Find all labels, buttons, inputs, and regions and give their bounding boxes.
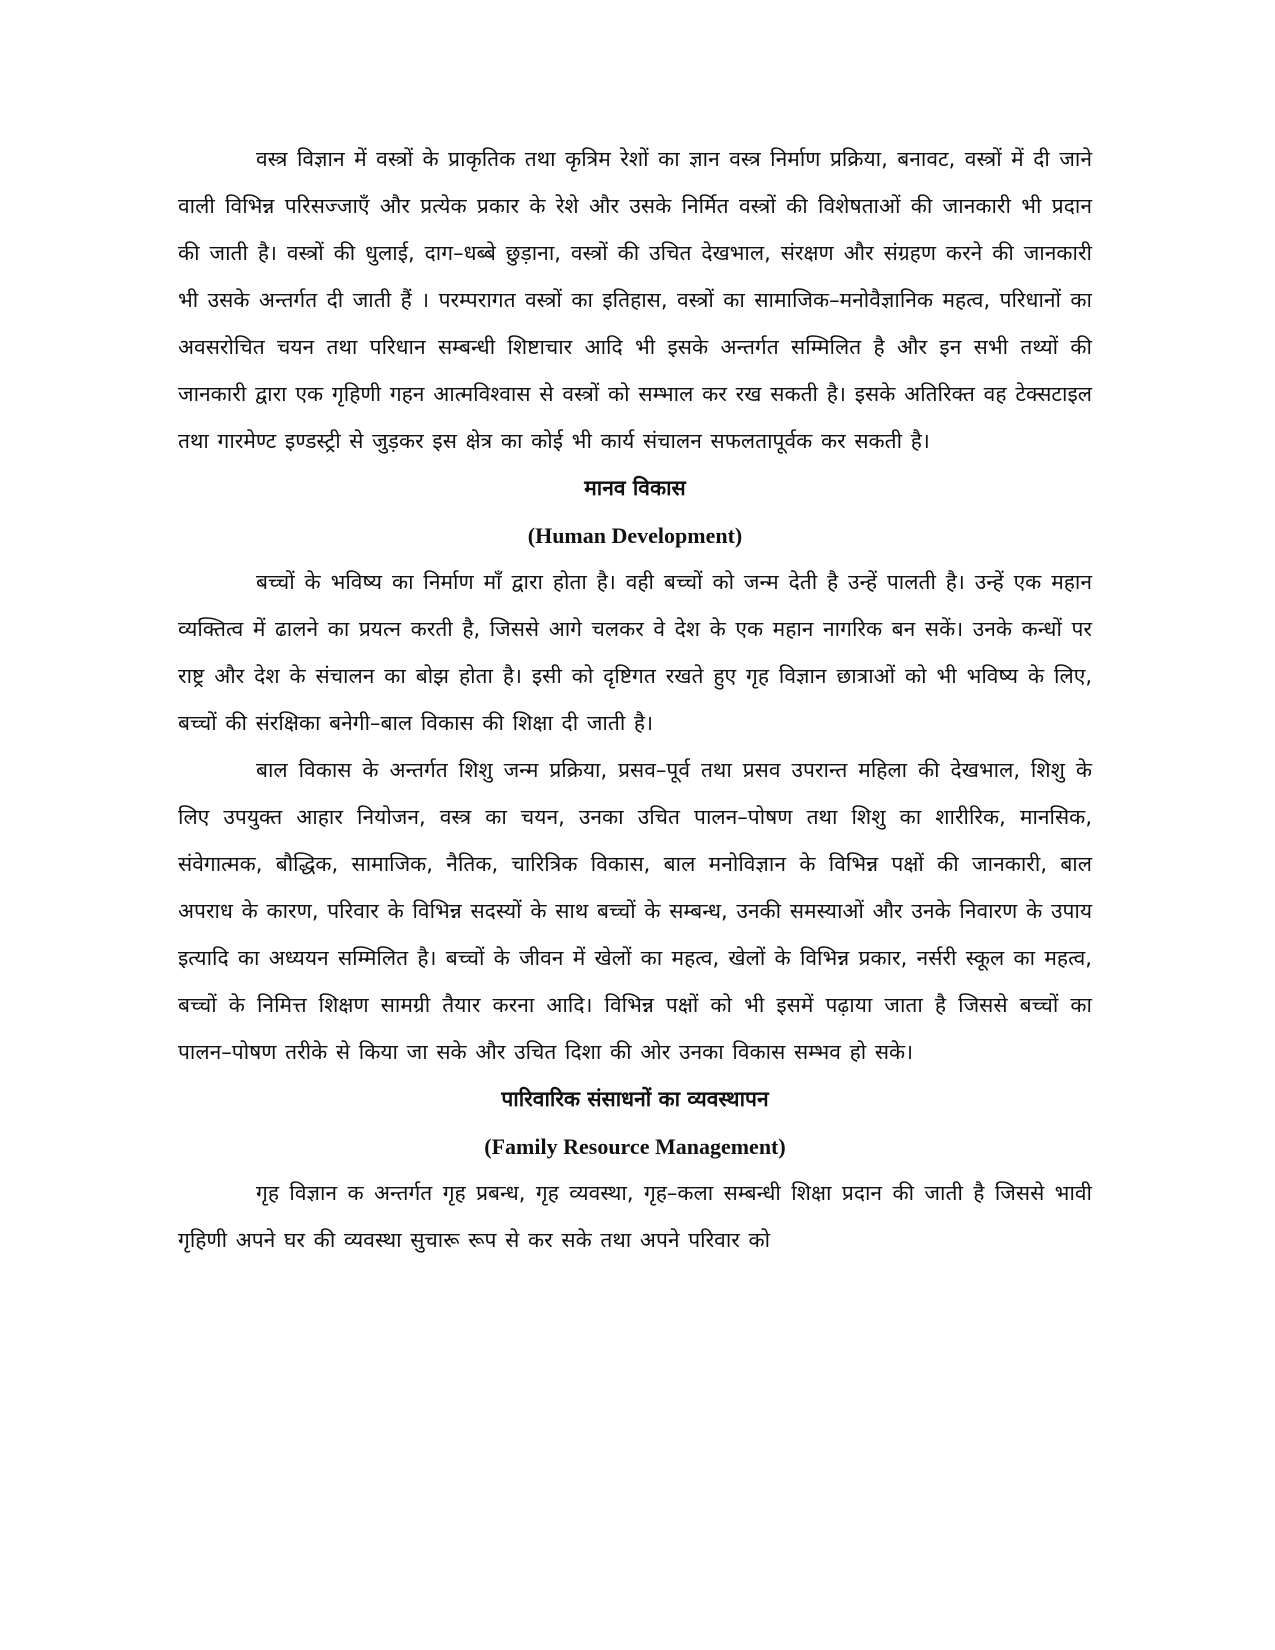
document-body [178,136,1092,1264]
human-development-heading: मानव विकास [584,476,686,500]
family-resource-paragraph: गृह विज्ञान क अन्तर्गत गृह प्रबन्ध, गृह व्यवस्था, गृह–कला सम्बन्धी शिक्षा प्रदान की जाती है जिससे भावी गृहिणी अपने घर की व्यवस्था सुचारू रूप से कर सके तथा अपने परिवार को [178,1181,1092,1252]
textiles-paragraph: वस्त्र विज्ञान में वस्त्रों के प्राकृतिक तथा कृत्रिम रेशों का ज्ञान वस्त्र निर्माण प्रक्रिया, बनावट, वस्त्रों में दी जाने वाली विभिन्न परिसज्जाएँ और प्रत्येक प्रकार के रेशे और उसके निर्मित वस्त्रों की विशेषताओं की जानकारी भी प्रदान की जाती है। वस्त्रों की धुलाई, दाग–धब्बे छुड़ाना, वस्त्रों की उचित देखभाल, संरक्षण और संग्रहण करने की जानकारी भी उसके अन्तर्गत दी जाती हैं । परम्परागत वस्त्रों का इतिहास, वस्त्रों का सामाजिक–मनोवैज्ञानिक महत्व, परिधानों का अवसरोचित चयन तथा परिधान सम्बन्धी शिष्टाचार आदि भी इसके अन्तर्गत सम्मिलित है और इन सभी तथ्यों की जानकारी द्वारा एक गृहिणी गहन आत्मविश्वास से वस्त्रों को सम्भाल कर रख सकती है। इसके अतिरिक्त वह टेक्सटाइल तथा गारमेण्ट इण्डस्ट्री से जुड़कर इस क्षेत्र का कोई भी कार्य संचालन सफलतापूर्वक कर सकती है। [178,147,1092,453]
human-development-paragraph-2: बाल विकास के अन्तर्गत शिशु जन्म प्रक्रिया, प्रसव–पूर्व तथा प्रसव उपरान्त महिला की देखभाल, शिशु के लिए उपयुक्त आहार नियोजन, वस्त्र का चयन, उनका उचित पालन–पोषण तथा शिशु का शारीरिक, मानसिक, संवेगात्मक, बौद्धिक, सामाजिक, नैतिक, चारित्रिक विकास, बाल मनोविज्ञान के विभिन्न पक्षों की जानकारी, बाल अपराध के कारण, परिवार के विभिन्न सदस्यों के साथ बच्चों के सम्बन्ध, उनकी समस्याओं और उनके निवारण के उपाय इत्यादि का अध्ययन सम्मिलित है। बच्चों के जीवन में खेलों का महत्व, खेलों के विभिन्न प्रकार, नर्सरी स्कूल का महत्व, बच्चों के निमित्त शिक्षण सामग्री तैयार करना आदि। विभिन्न पक्षों को भी इसमें पढ़ाया जाता है जिससे बच्चों का पालन–पोषण तरीके से किया जा सके और उचित दिशा की ओर उनका विकास सम्भव हो सके। [178,758,1092,1064]
family-resource-heading: पारिवारिक संसाधनों का व्यवस्थापन [501,1087,769,1111]
human-development-subheading: (Human Development) [527,523,743,548]
family-resource-subheading: (Family Resource Management) [484,1134,786,1159]
human-development-paragraph-1: बच्चों के भविष्य का निर्माण माँ द्वारा होता है। वही बच्चों को जन्म देती है उन्हें पालती है। उन्हें एक महान व्यक्तित्व में ढालने का प्रयत्न करती है, जिससे आगे चलकर वे देश के एक महान नागरिक बन सकें। उनके कन्धों पर राष्ट्र और देश के संचालन का बोझ होता है। इसी को दृष्टिगत रखते हुए गृह विज्ञान छात्राओं को भी भविष्य के लिए, बच्चों की संरक्षिका बनेगी–बाल विकास की शिक्षा दी जाती है। [178,570,1092,735]
